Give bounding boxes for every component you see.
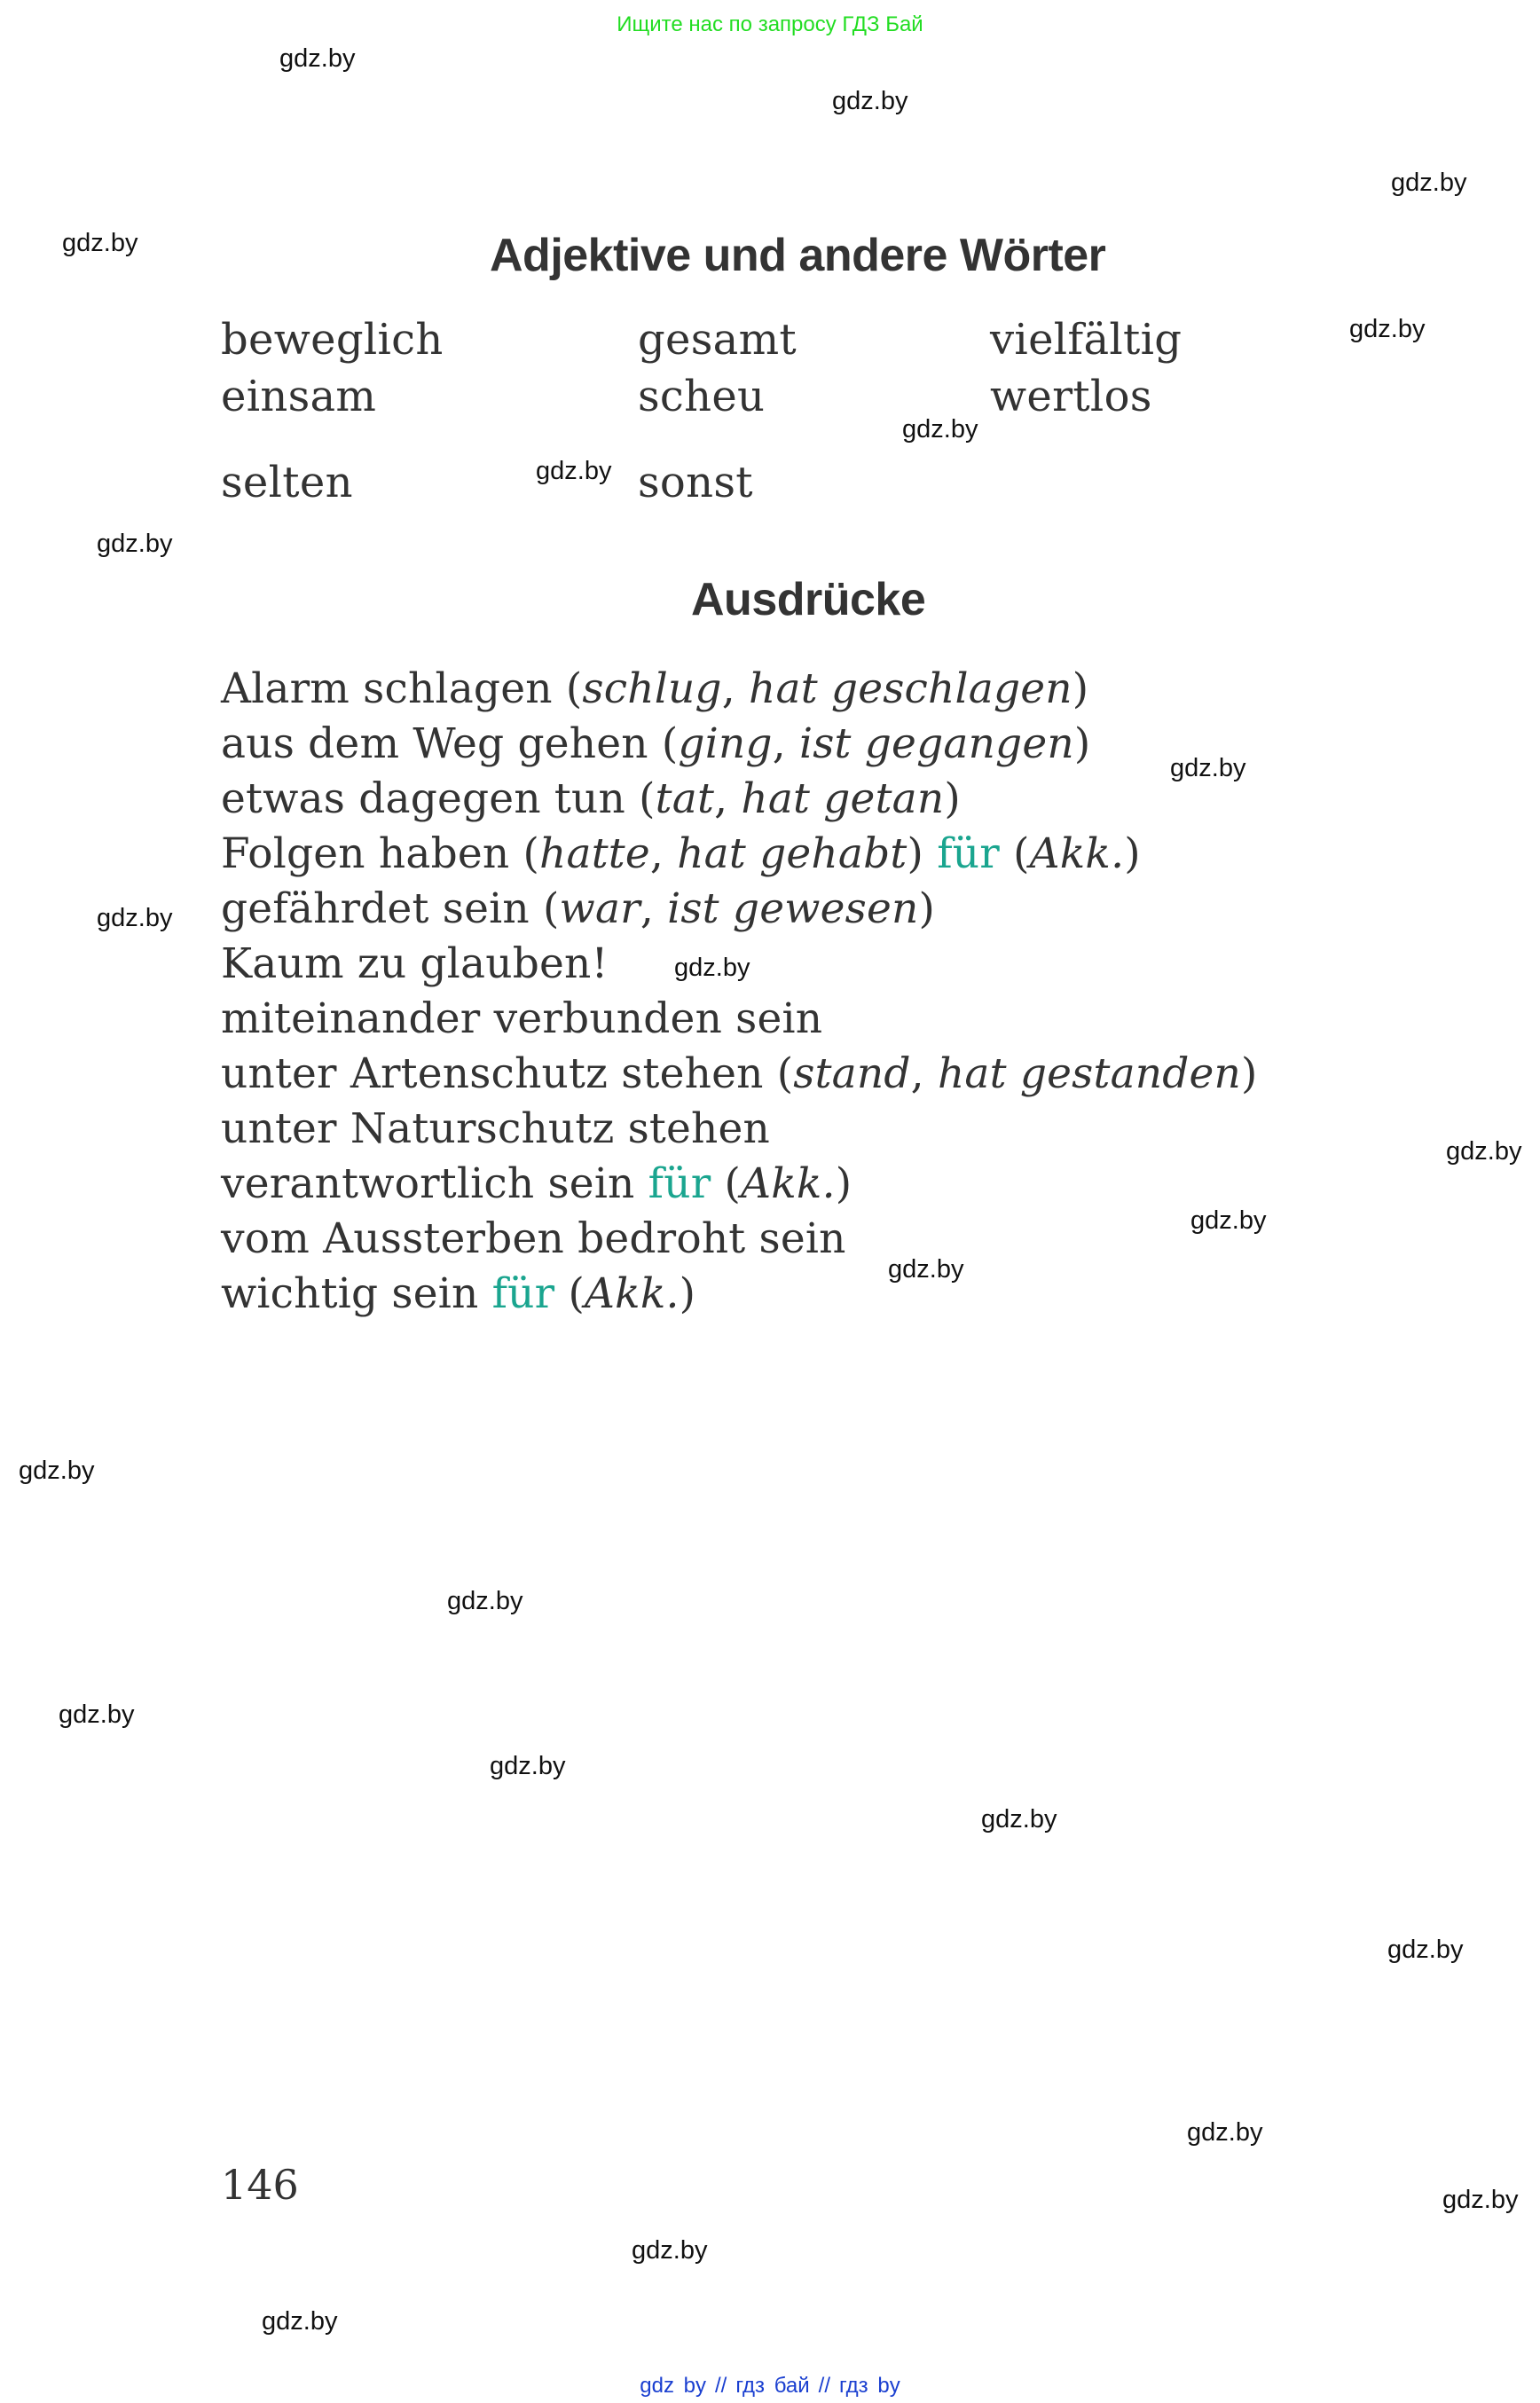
watermark-text: gdz.by	[1349, 315, 1426, 343]
expression-base: wichtig sein	[221, 1269, 492, 1318]
expression-base: aus dem Weg gehen	[221, 719, 662, 768]
watermark-text: gdz.by	[19, 1457, 95, 1485]
expression-base: etwas dagegen tun	[221, 774, 640, 823]
watermark-text: gdz.by	[59, 1700, 135, 1729]
preposition: für	[648, 1159, 711, 1208]
expression-base: verantwortlich sein	[221, 1159, 648, 1208]
footer-link-gdz-by-cyr[interactable]: гдз by	[839, 2374, 900, 2398]
expression-item	[221, 992, 1258, 1047]
paren-open: (	[1013, 829, 1030, 878]
verb-form: tat	[655, 774, 715, 823]
expression-item	[221, 827, 1258, 882]
watermark-text: gdz.by	[536, 457, 612, 485]
verb-form: hat getan	[741, 774, 945, 823]
verb-form: hatte	[539, 829, 650, 878]
expression-item	[221, 1267, 1258, 1322]
preposition: für	[937, 829, 1000, 878]
watermark-text: gdz.by	[1190, 1206, 1267, 1235]
expression-item	[221, 662, 1258, 717]
verb-form: ist gewesen	[667, 884, 919, 933]
watermark-text: gdz.by	[1446, 1137, 1522, 1166]
comma: ,	[649, 829, 678, 878]
section-title-adjectives: Adjektive und andere Wörter	[490, 230, 1106, 281]
expression-list	[221, 662, 1258, 1322]
watermark-text: gdz.by	[632, 2236, 708, 2265]
paren-close: )	[1072, 664, 1089, 713]
case-label: Akk.	[1029, 829, 1125, 878]
paren-close: )	[1073, 719, 1091, 768]
comma: ,	[721, 664, 749, 713]
verb-form: hat geschlagen	[749, 664, 1072, 713]
watermark-text: gdz.by	[1442, 2186, 1519, 2214]
verb-form: war	[559, 884, 640, 933]
verb-form: ist gegangen	[798, 719, 1074, 768]
verb-form: stand	[793, 1049, 911, 1098]
word-item: vielfältig	[990, 315, 1182, 365]
expression-item	[221, 1102, 1258, 1157]
verb-form: schlug	[582, 664, 722, 713]
watermark-text: gdz.by	[1187, 2118, 1263, 2147]
comma: ,	[910, 1049, 938, 1098]
watermark-text: gdz.by	[1387, 1936, 1464, 1964]
paren-close: )	[944, 774, 961, 823]
expression-base: unter Naturschutz stehen	[221, 1104, 770, 1153]
expression-base: miteinander verbunden sein	[221, 994, 823, 1043]
footer-separator: //	[818, 2374, 830, 2398]
watermark-text: gdz.by	[447, 1587, 523, 1615]
paren-open: (	[542, 884, 560, 933]
verb-form: ging	[678, 719, 773, 768]
expression-item	[221, 882, 1258, 937]
watermark-text: gdz.by	[279, 44, 356, 73]
search-banner-link[interactable]: Ищите нас по запросу ГДЗ Бай	[617, 12, 923, 36]
watermark-text: gdz.by	[490, 1752, 566, 1780]
word-item: sonst	[638, 458, 753, 507]
paren-open: (	[522, 829, 540, 878]
watermark-text: gdz.by	[888, 1255, 964, 1284]
expression-base: vom Aussterben bedroht sein	[221, 1214, 846, 1263]
watermark-text: gdz.by	[97, 530, 173, 558]
paren-open: (	[639, 774, 656, 823]
word-item: einsam	[221, 372, 377, 421]
case-label: Akk.	[741, 1159, 836, 1208]
watermark-text: gdz.by	[1170, 754, 1246, 782]
footer-links	[0, 2374, 1540, 2399]
paren-close: )	[918, 884, 935, 933]
comma: ,	[772, 719, 799, 768]
verb-form: hat gehabt	[677, 829, 908, 878]
page-number: 146	[221, 2161, 299, 2209]
verb-form: hat gestanden	[937, 1049, 1242, 1098]
footer-link-gdz-bai[interactable]: гдз бай	[735, 2374, 810, 2398]
footer-separator: //	[715, 2374, 727, 2398]
watermark-text: gdz.by	[62, 229, 138, 257]
expression-item	[221, 717, 1258, 772]
watermark-text: gdz.by	[832, 87, 908, 115]
paren-open: (	[565, 664, 583, 713]
paren-close: )	[1241, 1049, 1258, 1098]
watermark-text: gdz.by	[1391, 169, 1467, 197]
watermark-text: gdz.by	[674, 954, 750, 982]
expression-base: Kaum zu glauben!	[221, 939, 609, 988]
watermark-text: gdz.by	[902, 415, 978, 444]
word-item: gesamt	[638, 315, 797, 365]
preposition: für	[491, 1269, 555, 1318]
expression-item	[221, 1157, 1258, 1212]
comma: ,	[714, 774, 742, 823]
paren-open: (	[776, 1049, 794, 1098]
expression-item	[221, 1047, 1258, 1102]
word-item: wertlos	[990, 372, 1152, 421]
paren-open: (	[661, 719, 679, 768]
paren-close: )	[835, 1159, 852, 1208]
comma: ,	[640, 884, 668, 933]
footer-link-gdz-by[interactable]: gdz by	[640, 2374, 706, 2398]
word-item: selten	[221, 458, 353, 507]
expression-base: Alarm schlagen	[221, 664, 566, 713]
expression-base: gefährdet sein	[221, 884, 543, 933]
section-title-expressions: Ausdrücke	[691, 574, 926, 625]
paren-open: (	[724, 1159, 742, 1208]
expression-item	[221, 772, 1258, 827]
watermark-text: gdz.by	[981, 1805, 1057, 1834]
paren-close: )	[679, 1269, 696, 1318]
expression-item	[221, 1212, 1258, 1267]
paren-open: (	[568, 1269, 585, 1318]
word-item: beweglich	[221, 315, 444, 365]
paren-close: )	[1124, 829, 1141, 878]
expression-base: unter Artenschutz stehen	[221, 1049, 777, 1098]
word-item: scheu	[638, 372, 766, 421]
watermark-text: gdz.by	[262, 2307, 338, 2336]
watermark-text: gdz.by	[97, 904, 173, 932]
case-label: Akk.	[585, 1269, 680, 1318]
paren-close: )	[907, 829, 924, 878]
expression-base: Folgen haben	[221, 829, 523, 878]
